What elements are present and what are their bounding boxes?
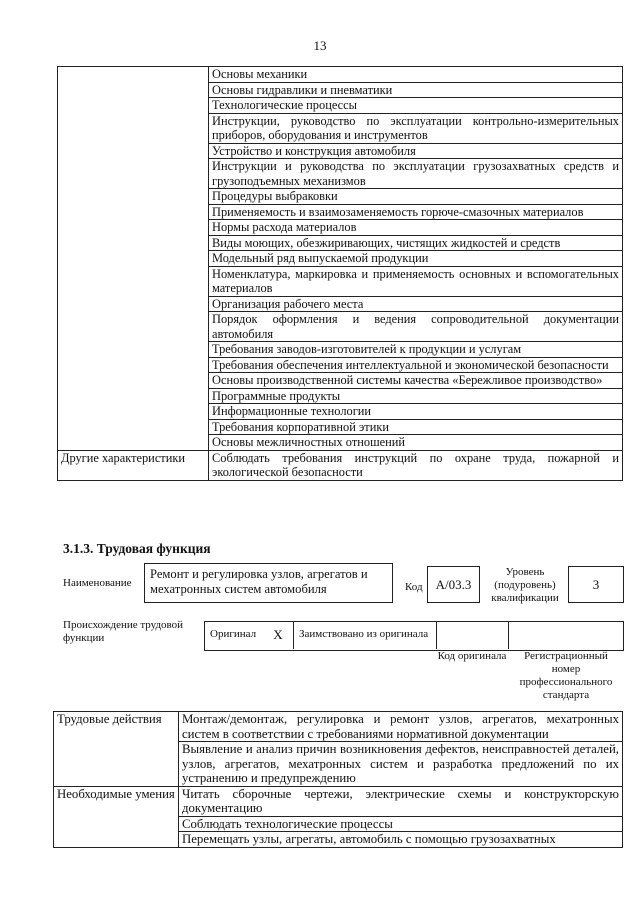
other-characteristics-label: Другие характеристики (58, 450, 209, 480)
knowledge-item: Нормы расхода материалов (209, 220, 623, 236)
other-characteristics-text: Соблюдать требования инструкций по охране труда, пожарной и экологической безопасности (209, 450, 623, 480)
knowledge-item: Устройство и конструкция автомобиля (209, 143, 623, 159)
page-number: 13 (313, 38, 327, 53)
level-label: Уровень (подуровень) квалификации (491, 566, 559, 604)
knowledge-item: Инструкции и руководства по эксплуатации грузозахватных средств и грузоподъемных механизмов (209, 159, 623, 189)
knowledge-item: Процедуры выбраковки (209, 189, 623, 205)
level-value: 3 (592, 577, 600, 592)
knowledge-item: Основы межличностных отношений (209, 435, 623, 451)
code-value: А/03.3 (435, 577, 472, 592)
table-row (58, 67, 623, 83)
knowledge-table (57, 66, 623, 481)
required-skills-item: Читать сборочные чертежи, электрические схемы и конструкторскую документацию (179, 786, 623, 816)
table-row (58, 450, 623, 480)
labor-actions-label: Трудовые действия (54, 712, 179, 787)
code-label: Код (405, 581, 423, 593)
required-skills-label: Необходимые умения (54, 786, 179, 847)
name-value: Ремонт и регулировка узлов, агрегатов и мехатронных систем автомобиля (150, 567, 368, 596)
knowledge-item: Требования корпоративной этики (209, 419, 623, 435)
origin-label: Происхождение трудовой функции (63, 619, 184, 644)
reg-number-caption: Регистрационный номер профессионального стандарта (519, 650, 613, 701)
table-row (54, 712, 623, 742)
knowledge-item: Программные продукты (209, 388, 623, 404)
knowledge-item: Порядок оформления и ведения сопроводительной документации автомобиля (209, 312, 623, 342)
code-original-cell (436, 621, 509, 649)
required-skills-item: Соблюдать технологические процессы (179, 816, 623, 832)
labor-actions-item: Выявление и анализ причин возникновения дефектов, неисправностей деталей, узлов, агрегатов, мехатронных систем и разработка предложений по их устранению и предупреждению (179, 742, 623, 787)
knowledge-item: Информационные технологии (209, 404, 623, 420)
name-label: Наименование (63, 577, 132, 589)
knowledge-item: Требования заводов-изготовителей к продукции и услугам (209, 342, 623, 358)
knowledge-item: Инструкции, руководство по эксплуатации контрольно-измерительных приборов, оборудования и инструментов (209, 113, 623, 143)
knowledge-item: Номенклатура, маркировка и применяемость основных и вспомогательных материалов (209, 266, 623, 296)
knowledge-item: Технологические процессы (209, 98, 623, 114)
name-value-box (144, 563, 393, 603)
labor-actions-item: Монтаж/демонтаж, регулировка и ремонт узлов, агрегатов, мехатронных систем в соответствии с требованиями нормативной документации (179, 712, 623, 742)
level-value-box (568, 566, 624, 603)
knowledge-item: Требования обеспечения интеллектуальной и экономической безопасности (209, 357, 623, 373)
knowledge-item: Основы механики (209, 67, 623, 83)
knowledge-label-cell (58, 67, 209, 451)
code-original-caption: Код оригинала (437, 650, 507, 662)
original-mark: X (263, 621, 294, 649)
knowledge-item: Основы гидравлики и пневматики (209, 82, 623, 98)
knowledge-item: Модельный ряд выпускаемой продукции (209, 251, 623, 267)
section-title: 3.1.3. Трудовая функция (63, 541, 211, 556)
knowledge-item: Виды моющих, обезжиривающих, чистящих жидкостей и средств (209, 235, 623, 251)
knowledge-item: Организация рабочего места (209, 296, 623, 312)
borrowed-label: Заимствовано из оригинала (299, 628, 429, 640)
function-details-table (53, 711, 623, 848)
original-label: Оригинал (210, 628, 257, 640)
code-value-box (427, 566, 480, 603)
required-skills-item: Перемещать узлы, агрегаты, автомобиль с помощью грузозахватных (179, 832, 623, 848)
knowledge-item: Применяемость и взаимозаменяемость горюче-смазочных материалов (209, 204, 623, 220)
knowledge-item: Основы производственной системы качества «Бережливое производство» (209, 373, 623, 389)
table-row (54, 786, 623, 816)
